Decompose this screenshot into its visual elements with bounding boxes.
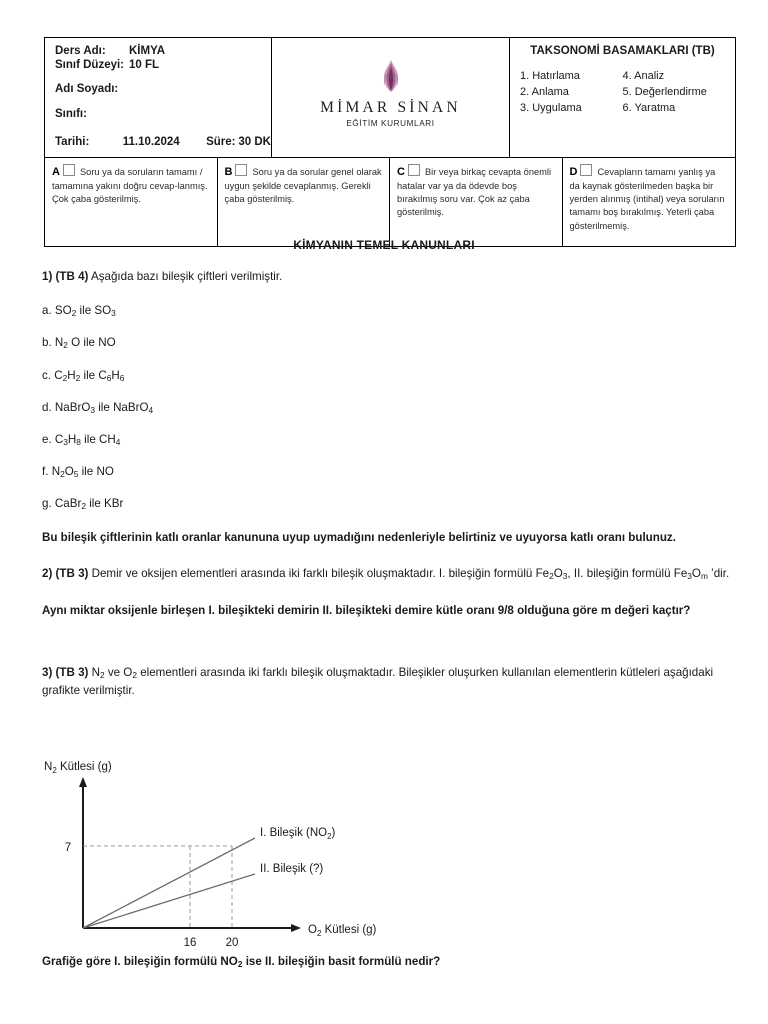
compound-pair-e — [42, 433, 732, 447]
question-1-instruction: Bu bileşik çiftlerinin katlı oranlar kanununa uyup uymadığını nedenleriyle belirtiniz ve uyuyorsa katlı oranı bulunuz. — [42, 530, 676, 544]
rubric-text-c: Bir veya birkaç cevapta önemli hatalar var ya da ödevde boş bırakılmış soru var. Çok az çaba gösterilmiş. — [397, 166, 552, 218]
pair-conj: ile — [84, 432, 96, 446]
student-name-row[interactable] — [55, 84, 271, 96]
chart-xtick-16: 16 — [183, 937, 197, 949]
chart-ytick-7: 7 — [64, 842, 72, 854]
chart-series-line-2 — [83, 874, 255, 928]
taxonomy-item: 6. Yaratma — [622, 101, 676, 114]
taxonomy-right-column — [623, 69, 726, 117]
pair-key: a. — [42, 304, 52, 318]
chart-y-axis-label: $N_2$ Kütlesi (g) — [44, 761, 112, 775]
page-title: KİMYANIN TEMEL KANUNLARI — [293, 238, 475, 252]
pair-key: e. — [42, 432, 52, 446]
pair-conj: ile — [89, 496, 101, 510]
grade-level-row — [55, 60, 271, 72]
rubric-letter-d: D — [569, 165, 578, 178]
pair-conj: ile — [81, 464, 94, 478]
exam-content — [42, 268, 732, 718]
duration-value: 30 DK — [238, 136, 271, 148]
compound-pair-b — [42, 336, 732, 350]
student-class-row[interactable] — [55, 109, 271, 121]
question-2-number: 2) (TB 3) — [42, 567, 89, 581]
pair-key: c. — [42, 368, 52, 382]
pair-key: g. — [42, 496, 52, 510]
chart-series-line-1 — [83, 838, 255, 928]
grade-level-value: 10 FL — [129, 58, 160, 71]
pair-first: $C_2H_2$ — [54, 368, 81, 383]
school-name: MİMAR SİNAN — [320, 98, 461, 116]
question-1 — [42, 268, 732, 285]
compound-pair-a — [42, 304, 732, 318]
pair-conj: ile — [79, 304, 92, 318]
question-3-text: $N_2$ ve $O_2$ elementleri arasında iki farklı bileşik oluşmaktadır. Bileşikler oluşurken kullanılan elementlerin kütleleri aşağıdaki grafikte verilmiştir. — [42, 666, 714, 697]
pair-first: $C_3H_8$ — [54, 432, 81, 447]
pair-key: d. — [42, 400, 52, 414]
rubric-checkbox-d[interactable] — [580, 164, 592, 176]
question-2-bold: Aynı miktar oksijenle birleşen I. bileşikteki demirin II. bileşikteki demire kütle oranı 9/8 olduğuna göre m değeri kaçtır? — [42, 603, 691, 617]
chart-y-axis-arrow — [79, 777, 87, 787]
compound-pair-g — [42, 497, 732, 511]
pair-conj: ile — [83, 368, 96, 382]
chart-x-axis-arrow — [291, 924, 301, 932]
pair-first: $N_2$ O — [54, 336, 81, 351]
pair-first: CaBr$_2$ — [54, 496, 86, 511]
question-1-number: 1) (TB 4) — [42, 270, 89, 283]
school-logo-cell — [272, 38, 510, 157]
pair-second: NO — [98, 336, 116, 350]
date-label: Tarihi: — [55, 136, 90, 148]
course-name-value: KİMYA — [129, 45, 165, 57]
header-top-row — [45, 38, 735, 158]
question-2-text: Demir ve oksijen elementleri arasında iki farklı bileşik oluşmaktadır. I. bileşiğin formülü $Fe_2O_3$, II. bileşiğin formülü $Fe_3O_m$ ’dir. — [91, 567, 730, 582]
chart-series-label-2: II. Bileşik (?) — [260, 863, 324, 875]
pair-key: b. — [42, 336, 52, 350]
pair-second: NaBrO$_4$ — [113, 400, 154, 415]
pair-first: $SO_2$ — [54, 304, 77, 319]
rubric-row — [45, 158, 735, 246]
pair-first: NaBrO$_3$ — [54, 400, 95, 415]
taxonomy-item: 1. Hatırlama — [520, 70, 580, 82]
taxonomy-title: TAKSONOMİ BASAMAKLARI (TB) — [530, 45, 715, 57]
taxonomy-left-column — [520, 69, 623, 117]
header-table — [44, 37, 736, 247]
rubric-option-b[interactable] — [218, 158, 391, 246]
course-name-row — [55, 46, 271, 58]
student-name-label: Adı Soyadı: — [55, 83, 119, 95]
taxonomy-item: 4. Analiz — [622, 70, 665, 82]
student-class-label: Sınıfı: — [55, 107, 87, 120]
chart-xtick-20: 20 — [225, 937, 239, 949]
pair-conj: ile — [98, 400, 110, 414]
mass-ratio-chart — [42, 756, 402, 961]
date-duration-row — [55, 137, 271, 149]
pair-second: $C_6H_6$ — [98, 368, 125, 383]
flame-icon — [378, 59, 404, 93]
grade-level-label: Sınıf Düzeyi: — [55, 58, 125, 71]
date-value: 11.10.2024 — [122, 136, 180, 148]
rubric-checkbox-c[interactable] — [408, 164, 420, 176]
pair-first: $N_2O_5$ — [51, 464, 79, 479]
taxonomy-item: 3. Uygulama — [520, 101, 582, 114]
rubric-letter-c: C — [397, 165, 405, 178]
rubric-text-a: Soru ya da soruların tamamı / tamamına yakını doğru cevap-lanmış. Çok çaba gösterilmiş. — [52, 166, 208, 205]
rubric-text-d: Cevapların tamamı yanlış ya da kaynak gösterilmeden başka bir yerden alınmış (intihal) veya soruların tamamı boş bırakılmış. Yeterli çaba gösterilmemiş. — [569, 166, 725, 231]
compound-pair-c — [42, 369, 732, 383]
chart-series-label-1: I. Bileşik $(NO_2)$ — [260, 827, 336, 841]
course-info-cell — [45, 38, 272, 157]
pair-conj: ile — [83, 336, 96, 350]
question-3-number: 3) (TB 3) — [42, 666, 89, 680]
question-2 — [42, 565, 732, 583]
question-1-prompt: Aşağıda bazı bileşik çiftleri verilmiştir. — [90, 270, 283, 283]
compound-pair-f — [42, 465, 732, 479]
rubric-letter-b: B — [224, 165, 233, 178]
rubric-checkbox-b[interactable] — [235, 164, 247, 176]
rubric-option-d[interactable] — [563, 158, 736, 246]
duration-label: Süre: — [206, 136, 236, 148]
rubric-text-b: Soru ya da sorular genel olarak uygun şekilde cevaplanmış. Gerekli çaba gösterilmiş. — [224, 166, 382, 205]
taxonomy-item: 2. Anlama — [520, 85, 569, 98]
chart-x-axis-label: $O_2$ Kütlesi (g) — [308, 924, 377, 938]
pair-second: KBr — [104, 496, 124, 510]
rubric-letter-a: A — [52, 165, 60, 178]
question-3-final: Grafiğe göre I. bileşiğin formülü $NO_2$ ise II. bileşiğin basit formülü nedir? — [42, 955, 441, 970]
taxonomy-item: 5. Değerlendirme — [622, 85, 707, 98]
pair-key: f. — [42, 464, 49, 478]
rubric-option-a[interactable] — [45, 158, 218, 246]
pair-second: $SO_3$ — [94, 304, 116, 319]
question-3 — [42, 664, 732, 699]
rubric-checkbox-a[interactable] — [63, 164, 75, 176]
rubric-option-c[interactable] — [390, 158, 563, 246]
compound-pair-d — [42, 401, 732, 415]
taxonomy-columns — [520, 69, 725, 117]
pair-second: $CH_4$ — [99, 432, 121, 447]
school-subtitle: EĞİTİM KURUMLARI — [346, 118, 435, 128]
taxonomy-cell — [510, 38, 735, 157]
pair-second: NO — [96, 464, 114, 478]
course-name-label: Ders Adı: — [55, 45, 106, 57]
